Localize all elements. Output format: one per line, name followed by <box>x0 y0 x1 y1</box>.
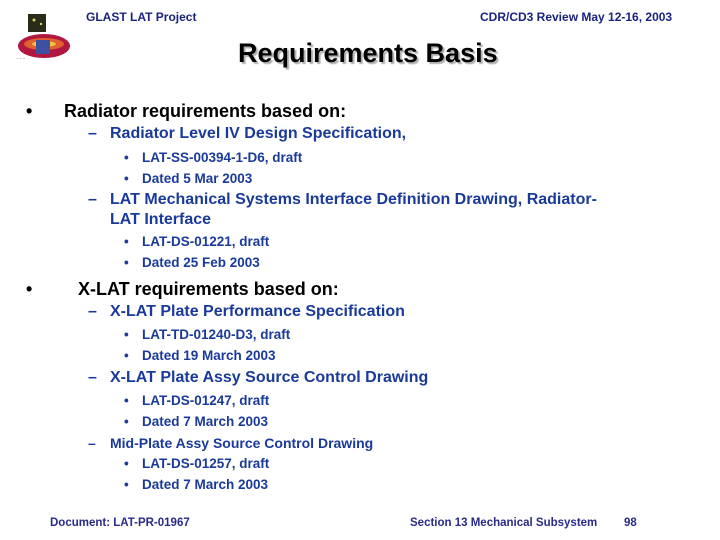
bullet-icon: • <box>124 393 129 408</box>
footer-document-id: Document: LAT-PR-01967 <box>50 517 190 529</box>
bullet-icon: • <box>124 327 129 342</box>
dash-icon: – <box>88 125 97 142</box>
radiator-item-2-detail: Dated 25 Feb 2003 <box>142 255 260 270</box>
radiator-item-1-detail: Dated 5 Mar 2003 <box>142 171 253 186</box>
xlat-item-3: Mid-Plate Assy Source Control Drawing <box>110 435 374 451</box>
radiator-item-2-cont: LAT Interface <box>110 211 212 228</box>
xlat-item-1: X-LAT Plate Performance Specification <box>110 303 405 320</box>
svg-text:~ ~ ~: ~ ~ ~ <box>16 56 26 61</box>
bullet-icon: • <box>124 456 129 471</box>
xlat-item-1-detail: Dated 19 March 2003 <box>142 348 276 363</box>
xlat-item-2-detail: LAT-DS-01247, draft <box>142 393 270 408</box>
project-name: GLAST LAT Project <box>86 10 197 24</box>
radiator-heading: Radiator requirements based on: <box>64 101 347 121</box>
dash-icon: – <box>88 303 97 320</box>
bullet-icon: • <box>124 255 129 270</box>
xlat-item-2-detail: Dated 7 March 2003 <box>142 414 269 429</box>
footer-section: Section 13 Mechanical Subsystem <box>410 517 598 529</box>
xlat-item-2: X-LAT Plate Assy Source Control Drawing <box>110 369 429 386</box>
bullet-icon: • <box>124 348 129 363</box>
bullet-icon: • <box>124 234 129 249</box>
bullet-icon: • <box>124 414 129 429</box>
xlat-item-3-detail: Dated 7 March 2003 <box>142 477 269 492</box>
radiator-item-1-detail: LAT-SS-00394-1-D6, draft <box>142 150 303 165</box>
bullet-icon: • <box>124 477 129 492</box>
glast-logo <box>10 10 78 66</box>
slide-title: Requirements Basis <box>238 38 498 68</box>
review-date: CDR/CD3 Review May 12-16, 2003 <box>480 10 673 24</box>
footer-page-number: 98 <box>624 517 637 529</box>
dash-icon: – <box>88 369 97 386</box>
radiator-item-2-detail: LAT-DS-01221, draft <box>142 234 270 249</box>
xlat-item-1-detail: LAT-TD-01240-D3, draft <box>142 327 291 342</box>
bullet-icon: • <box>124 150 129 165</box>
radiator-item-1: Radiator Level IV Design Specification, <box>110 125 407 142</box>
dash-icon: – <box>88 435 96 451</box>
bullet-icon: • <box>26 279 33 299</box>
radiator-item-2: LAT Mechanical Systems Interface Definition Drawing, Radiator- <box>110 191 597 208</box>
xlat-item-3-detail: LAT-DS-01257, draft <box>142 456 270 471</box>
bullet-icon: • <box>124 171 129 186</box>
dash-icon: – <box>88 191 97 208</box>
xlat-heading: X-LAT requirements based on: <box>78 279 339 299</box>
bullet-icon: • <box>26 101 33 121</box>
